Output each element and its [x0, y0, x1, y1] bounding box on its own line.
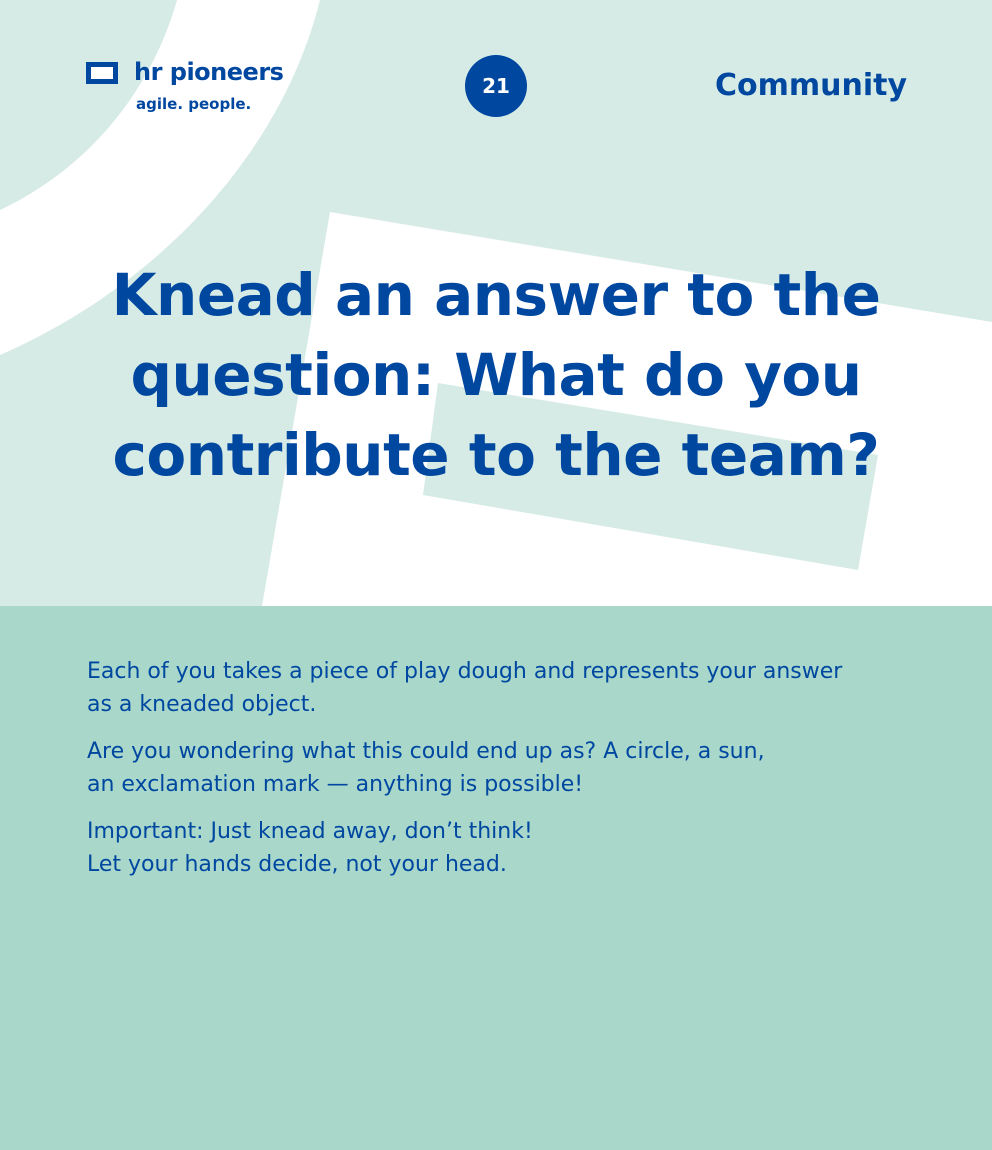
card-title-line: contribute to the team?	[112, 421, 880, 489]
card-instructions	[87, 655, 887, 895]
card-title-line: question: What do you	[130, 341, 862, 409]
instruction-paragraph: Are you wondering what this could end up as? A circle, a sun, an exclamation mark — anything is possible!	[87, 739, 765, 797]
instruction-paragraph: Each of you takes a piece of play dough and represents your answer as a kneaded object.	[87, 659, 843, 717]
brand-name: hr pioneers	[134, 58, 284, 86]
card-category: Community	[714, 68, 907, 103]
instruction-paragraph: Important: Just knead away, don’t think! Let your hands decide, not your head.	[87, 819, 533, 877]
brand-tagline: agile. people.	[136, 95, 252, 113]
card-title-line: Knead an answer to the	[111, 261, 881, 329]
card-title	[60, 255, 932, 495]
rectangle-frame-icon	[86, 62, 118, 84]
card-number-badge: 21	[465, 55, 527, 117]
